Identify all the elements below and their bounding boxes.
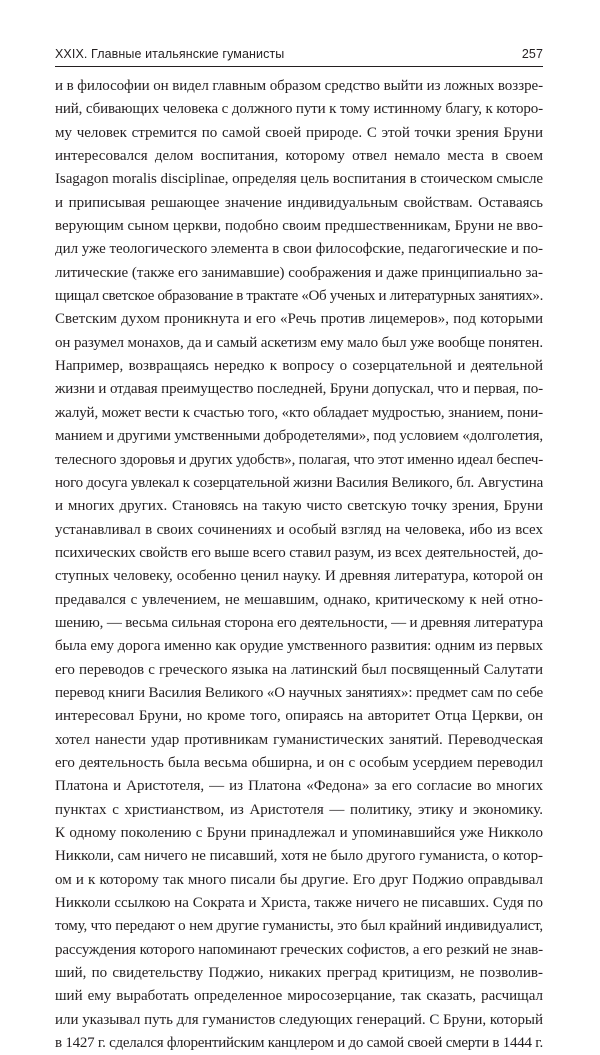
text-line: хотел нанести удар противникам гуманистических занятий. Переводческая bbox=[55, 731, 543, 748]
text-line: ший ему выработать определенное миросозерцание, так сказать, расчищал bbox=[55, 988, 543, 1005]
running-header bbox=[55, 47, 543, 67]
text-line: или указывал путь для гуманистов следующих генераций. С Бруни, который bbox=[55, 1011, 543, 1028]
text-line: жалуй, может вести к счастью того, «кто обладает мудростью, знанием, пони- bbox=[55, 404, 543, 421]
text-line: была ему дорога именно как орудие умственного развития: одним из первых bbox=[55, 638, 543, 655]
main-text bbox=[55, 75, 543, 1055]
text-line: в 1427 г. сделался флорентийским канцлером и до самой своей смерти в 1444 г. bbox=[55, 1035, 543, 1052]
text-line: жизни и отдавая преимущество последней, Бруни допускал, что и первая, по- bbox=[55, 381, 543, 398]
text-line: щищал светское образование в трактате «Об ученых и литературных занятиях». bbox=[55, 288, 543, 305]
text-line: манием и другими умственными добродетелями», под условием «долголетия, bbox=[55, 428, 544, 445]
text-line: перевод книги Василия Великого «О научных занятиях»: предмет сам по себе bbox=[55, 684, 544, 701]
text-line: и многих других. Становясь на такую чисто светскую точку зрения, Бруни bbox=[55, 498, 543, 515]
text-line: тому, что передают о нем другие гуманисты, это был крайний индивидуалист, bbox=[55, 918, 543, 935]
text-line: его переводов с греческого языка на латинский был посвященный Салутати bbox=[55, 661, 543, 678]
text-line: ного досуга увлекал к созерцательной жизни Василия Великого, бл. Августина bbox=[55, 474, 543, 491]
text-line: устанавливал в своих сочинениях и особый взгляд на человека, ибо из всех bbox=[55, 521, 543, 538]
text-line: ом и к которому так много писали бы другие. Его друг Поджио оправдывал bbox=[55, 871, 543, 888]
text-line: Светским духом проникнута и его «Речь против лицемеров», под которыми bbox=[55, 311, 543, 328]
text-line: и в философии он видел главным образом средство выйти из ложных воззре- bbox=[55, 78, 543, 94]
text-line: его деятельность была весьма обширна, и он с особым усердием переводил bbox=[55, 754, 543, 771]
text-line: рассуждения которого напоминают греческих софистов, а его резкий не знав- bbox=[55, 941, 543, 958]
book-page bbox=[55, 47, 543, 1055]
text-line: Никколи ссылкою на Сократа и Христа, также ничего не писавших. Судя по bbox=[55, 895, 543, 912]
text-line: ший, по свидетельству Поджио, никаких преград критицизм, не позволив- bbox=[55, 965, 543, 982]
text-line: шению, — весьма сильная сторона его деятельности, — и древняя литература bbox=[55, 614, 543, 631]
text-line: интересовал Бруни, но кроме того, опираясь на авторитет Отца Церкви, он bbox=[55, 708, 543, 725]
text-line: и приписывая решающее значение индивидуальным свойствам. Оставаясь bbox=[55, 194, 543, 211]
text-line: он разумел монахов, да и самый аскетизм ему мало был уже вообще понятен. bbox=[55, 334, 543, 351]
text-line: К одному поколению с Бруни принадлежал и упоминавшийся уже Никколо bbox=[55, 825, 543, 841]
text-line: психических свойств его выше всего ставил разум, из всех деятельностей, до- bbox=[55, 544, 543, 561]
text-line: му человек стремится по самой своей природе. С этой точки зрения Бруни bbox=[55, 124, 543, 141]
text-line: Isagagon moralis disciplinae, определяя цель воспитания в стоическом смысле bbox=[55, 171, 543, 188]
text-line: Никколи, сам ничего не писавший, хотя не было другого гуманиста, о котор- bbox=[55, 848, 543, 865]
text-line: ступных человеку, особенно ценил науку. И древняя литература, которой он bbox=[55, 568, 543, 585]
text-line: Платона и Аристотеля, — из Платона «Федона» за его согласие во многих bbox=[55, 778, 543, 795]
running-title: XXIX. Главные итальянские гуманисты bbox=[55, 47, 285, 61]
text-line: интересовался делом воспитания, которому отвел немало места в своем bbox=[55, 148, 543, 165]
text-line: литические (также его занимавшие) соображения и даже принципиально за- bbox=[55, 264, 543, 281]
text-line: Например, возвращаясь нередко к вопросу о созерцательной и деятельной bbox=[55, 358, 543, 375]
page-number: 257 bbox=[521, 47, 543, 61]
text-line: верующим сыном церкви, подобно своим предшественникам, Бруни не вво- bbox=[55, 218, 543, 235]
text-line: телесного здоровья и других удобств», полагая, что этот именно идеал беспеч- bbox=[55, 451, 543, 468]
text-line: дил уже теологического элемента в свои философские, педагогические и по- bbox=[55, 241, 543, 258]
text-line: пунктах с христианством, из Аристотеля — политику, этику и экономику. bbox=[55, 801, 543, 818]
text-line: предавался с увлечением, не мешавшим, однако, критическому к ней отно- bbox=[55, 591, 543, 608]
text-line: ний, сбивающих человека с должного пути к тому истинному благу, к которо- bbox=[55, 101, 543, 118]
